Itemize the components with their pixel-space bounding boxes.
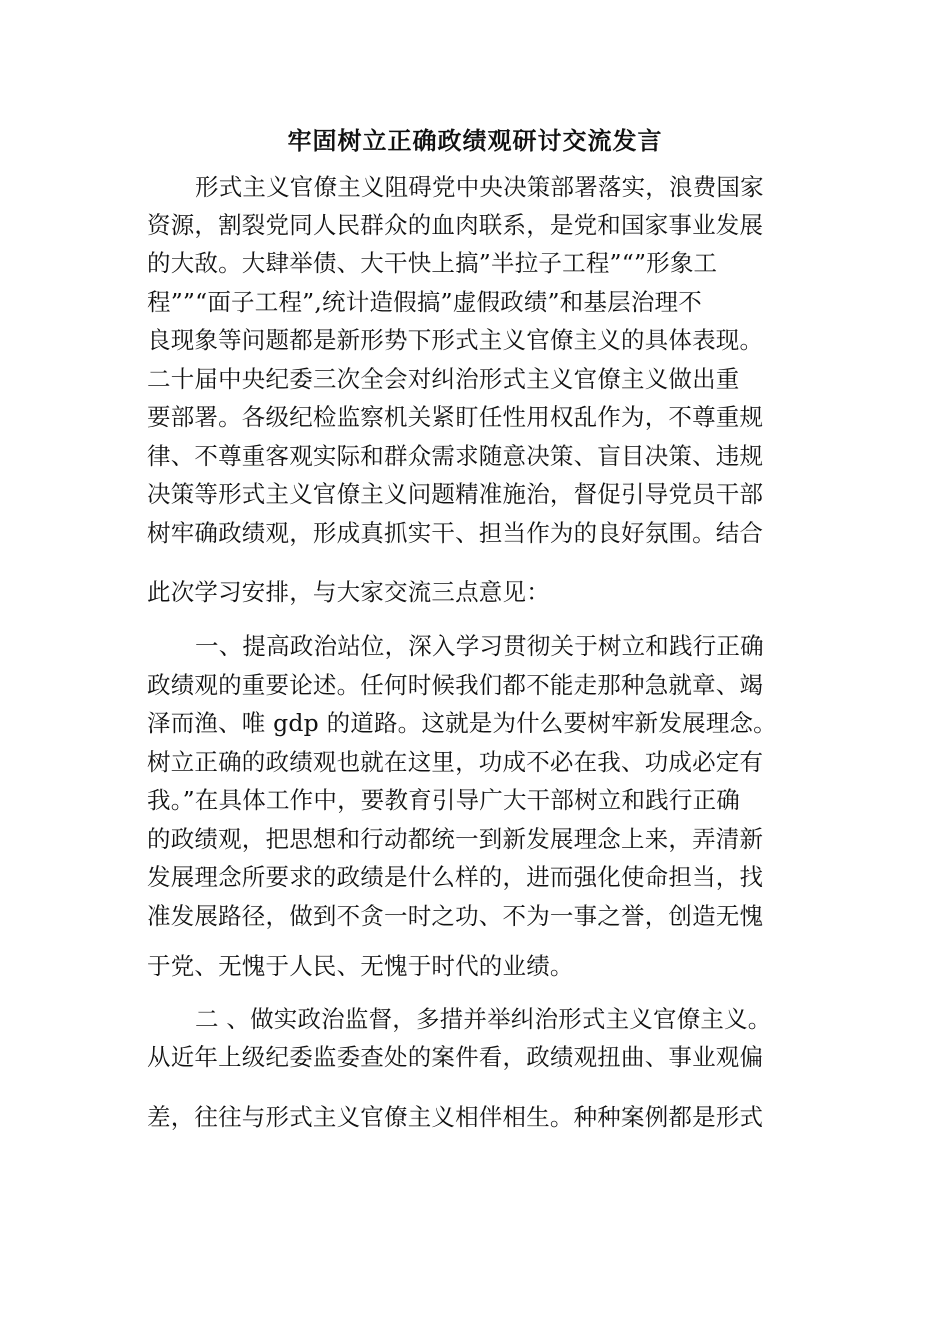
paragraph-line: 良现象等问题都是新形势下形式主义官僚主义的具体表现。 <box>147 326 764 354</box>
paragraph-line: 资源，割裂党同人民群众的血肉联系，是党和国家事业发展 <box>147 211 764 239</box>
document-title: 牢固树立正确政绩观研讨交流发言 <box>287 126 663 155</box>
paragraph-line: 发展理念所要求的政绩是什么样的，进而强化使命担当，找 <box>147 863 764 891</box>
paragraph-line: 差，往往与形式主义官僚主义相伴相生。种种案例都是形式 <box>147 1103 764 1131</box>
paragraph-line: 政绩观的重要论述。任何时候我们都不能走那种急就章、竭 <box>147 671 764 699</box>
paragraph-line: 树牢确政绩观，形成真抓实干、担当作为的良好氛围。结合 <box>147 519 764 547</box>
paragraph-line: 从近年上级纪委监委查处的案件看，政绩观扭曲、事业观偏 <box>147 1043 764 1071</box>
paragraph-line: 此次学习安排，与大家交流三点意见： <box>147 578 550 606</box>
paragraph-line: 决策等形式主义官僚主义问题精准施治，督促引导党员干部 <box>147 480 764 508</box>
paragraph-line: 程””“面子工程”,统计造假搞”虚假政绩”和基层治理不 <box>147 288 702 316</box>
paragraph-line: 要部署。各级纪检监察机关紧盯任性用权乱作为，不尊重规 <box>147 403 764 431</box>
paragraph-line: 一、提高政治站位，深入学习贯彻关于树立和践行正确 <box>195 632 764 660</box>
paragraph-line: 准发展路径，做到不贪一时之功、不为一事之誉，创造无愧 <box>147 902 764 930</box>
paragraph-line: 律、不尊重客观实际和群众需求随意决策、盲目决策、违规 <box>147 442 764 470</box>
paragraph-line: 二 、做实政治监督，多措并举纠治形式主义官僚主义。 <box>195 1005 772 1033</box>
paragraph-line: 的大敌。大肆举债、大干快上搞”半拉子工程”“”形象工 <box>147 249 718 277</box>
paragraph-line: 二十届中央纪委三次全会对纠治形式主义官僚主义做出重 <box>147 365 740 393</box>
paragraph-line: 泽而渔、唯 gdp 的道路。这就是为什么要树牢新发展理念。 <box>147 709 777 737</box>
paragraph-line: 我。”在具体工作中，要教育引导广大干部树立和践行正确 <box>147 786 740 814</box>
paragraph-line: 于党、无愧于人民、无愧于时代的业绩。 <box>147 952 574 980</box>
paragraph-line: 树立正确的政绩观也就在这里，功成不必在我、功成必定有 <box>147 748 764 776</box>
paragraph-line: 形式主义官僚主义阻碍党中央决策部署落实，浪费国家 <box>195 173 764 201</box>
paragraph-line: 的政绩观，把思想和行动都统一到新发展理念上来，弄清新 <box>147 825 764 853</box>
